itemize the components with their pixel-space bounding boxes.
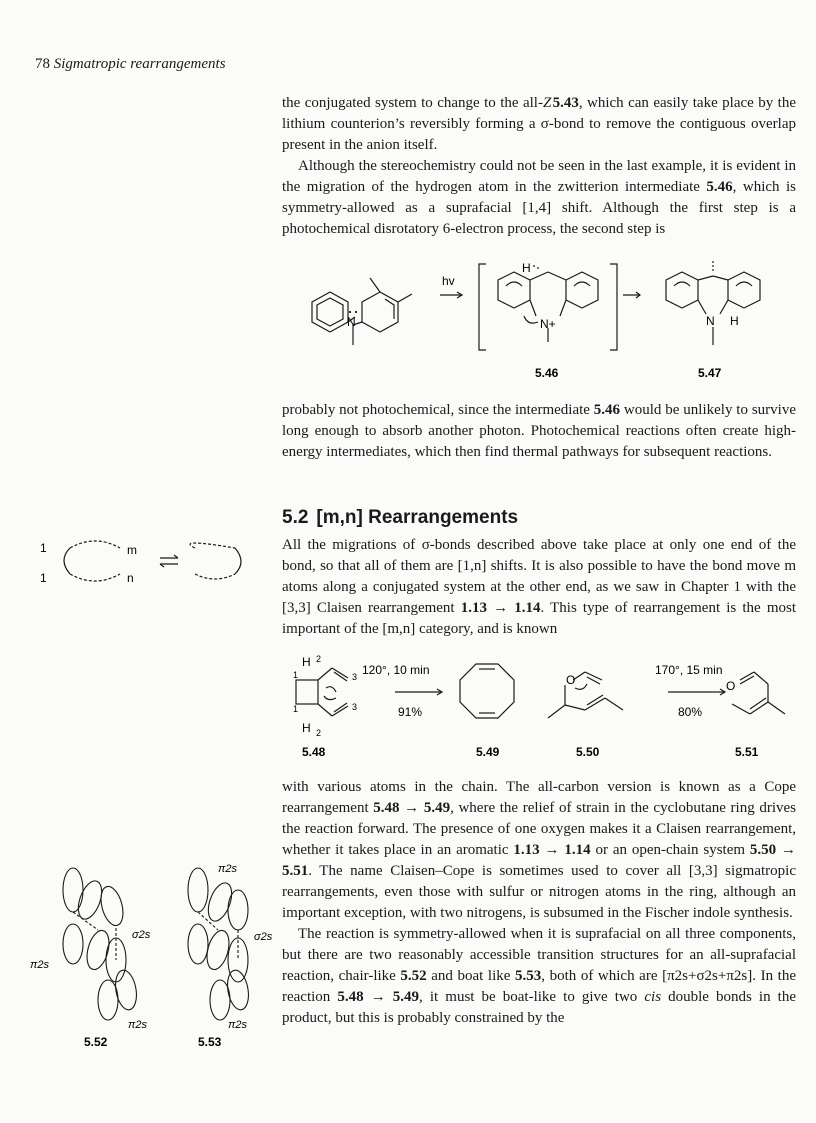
pi2s-label: π2s xyxy=(128,1019,147,1031)
compound-ref: 1.13 xyxy=(460,600,487,616)
paragraph-1 xyxy=(282,93,796,240)
text: The reaction is symmetry-allowed when it is suprafacial on all three components, but there are two reasonably accessible transition structures for an all-suprafacial reaction, chair-like xyxy=(282,926,796,984)
label-m: m xyxy=(127,543,137,557)
arrow: → xyxy=(363,989,393,1005)
compound-ref: 5.48 xyxy=(337,989,364,1005)
condition-2: 170°, 15 min xyxy=(655,663,723,677)
compound-ref: 1.14 xyxy=(564,842,591,858)
text: . The name Claisen–Cope is sometimes used to cover all [3,3] sigmatropic rearrangements, even those with sulfur or nitrogen atoms in the ring, although an important exception, with two nitrogens, is subsumed in the Fischer indole synthesis. xyxy=(282,863,796,921)
compound-ref: 1.13 xyxy=(513,842,540,858)
label-n: n xyxy=(127,571,134,585)
atom-h: H xyxy=(730,314,739,328)
pi2s-label: π2s xyxy=(228,1019,247,1031)
orbital-diagrams xyxy=(28,860,278,1050)
compound-ref: 5.48 xyxy=(373,800,400,816)
compound-ref: 1.14 xyxy=(514,600,541,616)
paragraph-4 xyxy=(282,535,796,640)
text: , it must be boat-like to give two xyxy=(419,989,645,1005)
text: double bonds in the product, but this is probably constrained by the xyxy=(282,989,797,1026)
text: and boat like xyxy=(426,968,515,984)
num-1: 1 xyxy=(293,704,299,714)
condition-1: 120°, 10 min xyxy=(362,663,430,677)
paragraph-5 xyxy=(282,777,796,1029)
yield-1: 91% xyxy=(398,705,423,719)
atom-h: H xyxy=(522,261,531,275)
compound-ref: 5.53 xyxy=(515,968,542,984)
section-heading xyxy=(282,507,518,529)
pi2s-label: π2s xyxy=(30,959,49,971)
page-number: 78 xyxy=(35,56,50,72)
arrow: → xyxy=(399,800,424,816)
compound-label-5-53: 5.53 xyxy=(198,1035,222,1049)
compound-ref: 5.43 xyxy=(552,95,579,111)
compound-ref: 5.50 xyxy=(749,842,777,858)
text: All the migrations of σ-bonds described above take place at only one end of the bond, so that all of them are [1,n] shifts. It is also possible to have the bond move m atoms along a conjugated system at the other end, as we saw in Chapter 1 with the [3,3] Claisen rearrangement xyxy=(282,537,796,616)
text: Although the stereochemistry could not be seen in the last example, it is evident in the migration of the hydrogen atom in the zwitterion intermediate xyxy=(282,158,796,195)
compound-ref: 5.52 xyxy=(400,968,427,984)
num-2: 2 xyxy=(316,654,322,664)
compound-label: 5.51 xyxy=(735,745,759,759)
compound-label: 5.49 xyxy=(476,745,500,759)
compound-ref: 5.46 xyxy=(593,402,621,418)
text: , both of which are [π2s+σ2s+π2s]. In the reaction xyxy=(282,968,796,1005)
section-title: [m,n] Rearrangements xyxy=(316,507,519,528)
compound-ref: 5.46 xyxy=(706,179,733,195)
paragraph-3 xyxy=(282,400,796,463)
arrow: → xyxy=(487,600,515,616)
compound-ref: 5.49 xyxy=(423,800,451,816)
text: with various atoms in the chain. The all-carbon version is known as a Cope rearrangement xyxy=(282,779,796,816)
section-number: 5.2 xyxy=(282,507,309,528)
sigma2s-label: σ2s xyxy=(132,929,151,941)
text: probably not photochemical, since the intermediate xyxy=(282,402,594,418)
hv-label: hv xyxy=(442,274,455,288)
pi2s-label: π2s xyxy=(218,863,237,875)
num-1-bottom: 1 xyxy=(40,571,47,585)
margin-scheme-mn xyxy=(30,530,250,600)
arrow: → xyxy=(539,842,565,858)
compound-ref: 5.49 xyxy=(392,989,420,1005)
scheme-cope-claisen xyxy=(280,650,800,760)
num-1-top: 1 xyxy=(40,541,47,555)
atom-h: H xyxy=(302,721,311,735)
atom-h: H xyxy=(302,655,311,669)
num-1: 1 xyxy=(293,670,299,680)
compound-ref: 5.51 xyxy=(282,863,309,879)
arrow: → xyxy=(776,842,796,858)
compound-label-5-47: 5.47 xyxy=(698,366,722,380)
compound-label-5-46: 5.46 xyxy=(535,366,559,380)
atom-n: N xyxy=(706,314,715,328)
running-head xyxy=(35,56,226,73)
text: , which can easily take place by the lithium counterion’s reversibly forming a σ-bond to remove the contiguous overlap present in the anion itself. xyxy=(282,95,796,153)
text: . This type of rearrangement is the most important of the [m,n] category, and is known xyxy=(282,600,797,637)
atom-o: O xyxy=(566,673,576,687)
text: or an open-chain system xyxy=(590,842,750,858)
num-3: 3 xyxy=(352,702,358,712)
atom-n: N xyxy=(347,315,356,329)
compound-label: 5.50 xyxy=(576,745,600,759)
text: the conjugated system to change to the all- xyxy=(282,95,543,111)
scheme-photocyclization xyxy=(290,250,810,385)
yield-2: 80% xyxy=(678,705,703,719)
num-2: 2 xyxy=(316,728,322,738)
compound-label-5-52: 5.52 xyxy=(84,1035,108,1049)
z-italic: Z xyxy=(542,95,552,111)
text: would be unlikely to survive long enough to absorb another photon. Photochemical reactions often create high-energy intermediates, which then find thermal pathways for subsequent reactions. xyxy=(282,402,796,460)
compound-label: 5.48 xyxy=(302,745,326,759)
text: , where the relief of strain in the cyclobutane ring drives the reaction forward. The presence of one oxygen makes it a Claisen rearrangement, whether it takes place in an aromatic xyxy=(282,800,796,858)
num-3: 3 xyxy=(352,672,358,682)
text: , which is symmetry-allowed as a suprafacial [1,4] shift. Although the first step is a photochemical disrotatory 6-electron process, the second step is xyxy=(282,179,796,237)
sigma2s-label: σ2s xyxy=(254,931,273,943)
running-head-title: Sigmatropic rearrangements xyxy=(53,56,226,72)
atom-o: O xyxy=(726,679,736,693)
cis-italic: cis xyxy=(644,989,662,1005)
atom-n-plus: N+ xyxy=(540,317,556,331)
